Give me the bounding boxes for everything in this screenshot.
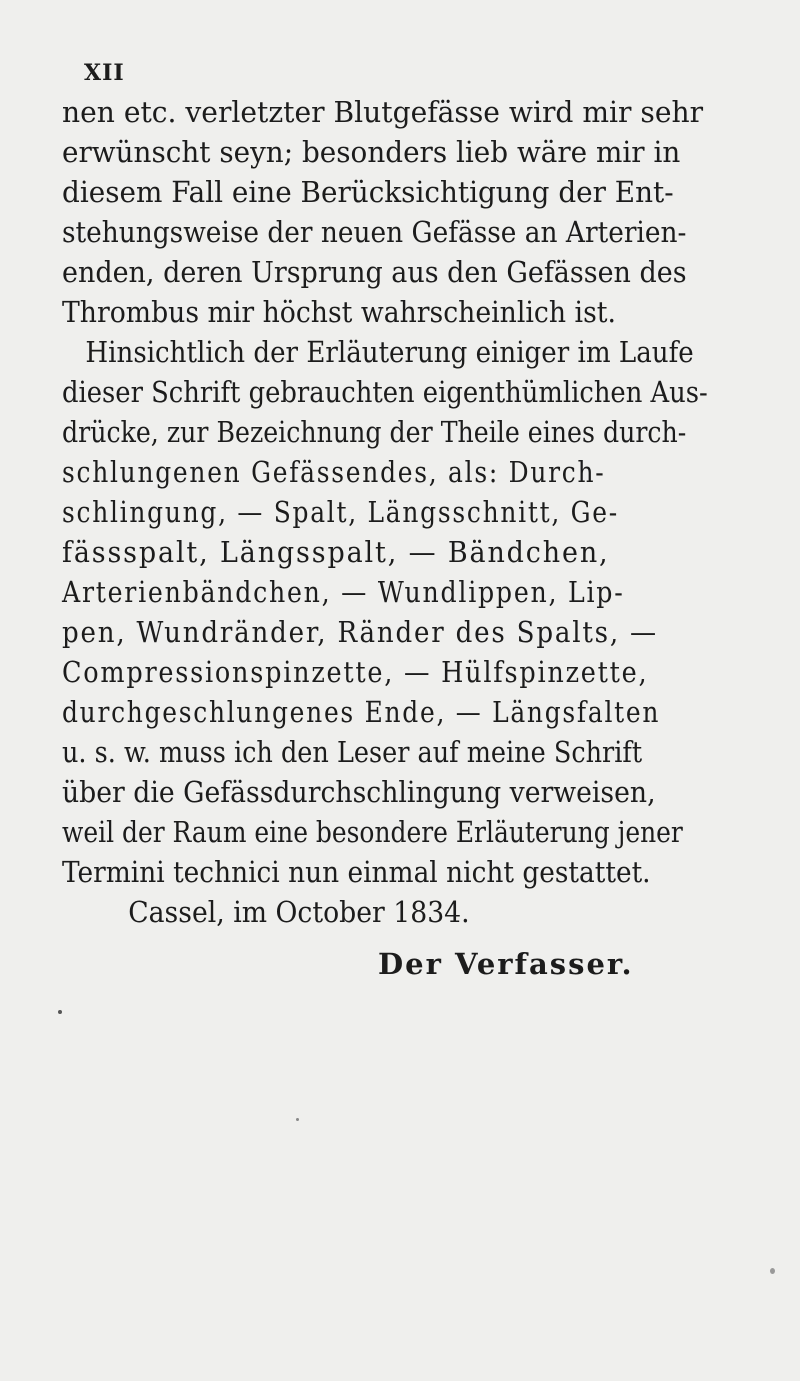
text-line: dieser Schrift gebrauchten eigenthümlichen Aus- [62,375,708,409]
text-line: Termini technici nun einmal nicht gestattet. [62,855,651,889]
text-line: enden, deren Ursprung aus den Gefässen des [62,255,687,289]
page-number: XII [84,60,125,86]
text-line: durchgeschlungenes Ende, — Längsfalten [62,695,661,729]
text-line: schlungenen Gefässendes, als: Durch- [62,455,606,489]
text-line: weil der Raum eine besondere Erläuterung jener [62,815,683,849]
text-line: erwünscht seyn; besonders lieb wäre mir in [62,135,681,169]
signature: Der Verfasser. [378,947,634,981]
paper-speck [770,1268,775,1274]
text-line: Arterienbändchen, — Wundlippen, Lip- [62,575,625,609]
text-line: schlingung, — Spalt, Längsschnitt, Ge- [62,495,619,529]
text-line: Compressionspinzette, — Hülfspinzette, [62,655,649,689]
paper-speck [58,1010,62,1014]
text-line: pen, Wundränder, Ränder des Spalts, — [62,615,658,649]
body-text [62,92,752,984]
text-line: drücke, zur Bezeichnung der Theile eines durch- [62,415,687,449]
text-line: Hinsichtlich der Erläuterung einiger im Laufe [85,335,694,369]
text-line: über die Gefässdurchschlingung verweisen, [62,775,656,809]
text-line: u. s. w. muss ich den Leser auf meine Schrift [62,735,643,769]
dateline: Cassel, im October 1834. [128,895,470,929]
paper-speck [296,1118,299,1121]
text-line: stehungsweise der neuen Gefässe an Arterien- [62,215,687,249]
text-line: Thrombus mir höchst wahrscheinlich ist. [62,295,616,329]
text-line: fässspalt, Längsspalt, — Bändchen, [62,535,610,569]
text-line: nen etc. verletzter Blutgefässe wird mir sehr [62,95,704,129]
text-line: diesem Fall eine Berücksichtigung der Ent- [62,175,674,209]
